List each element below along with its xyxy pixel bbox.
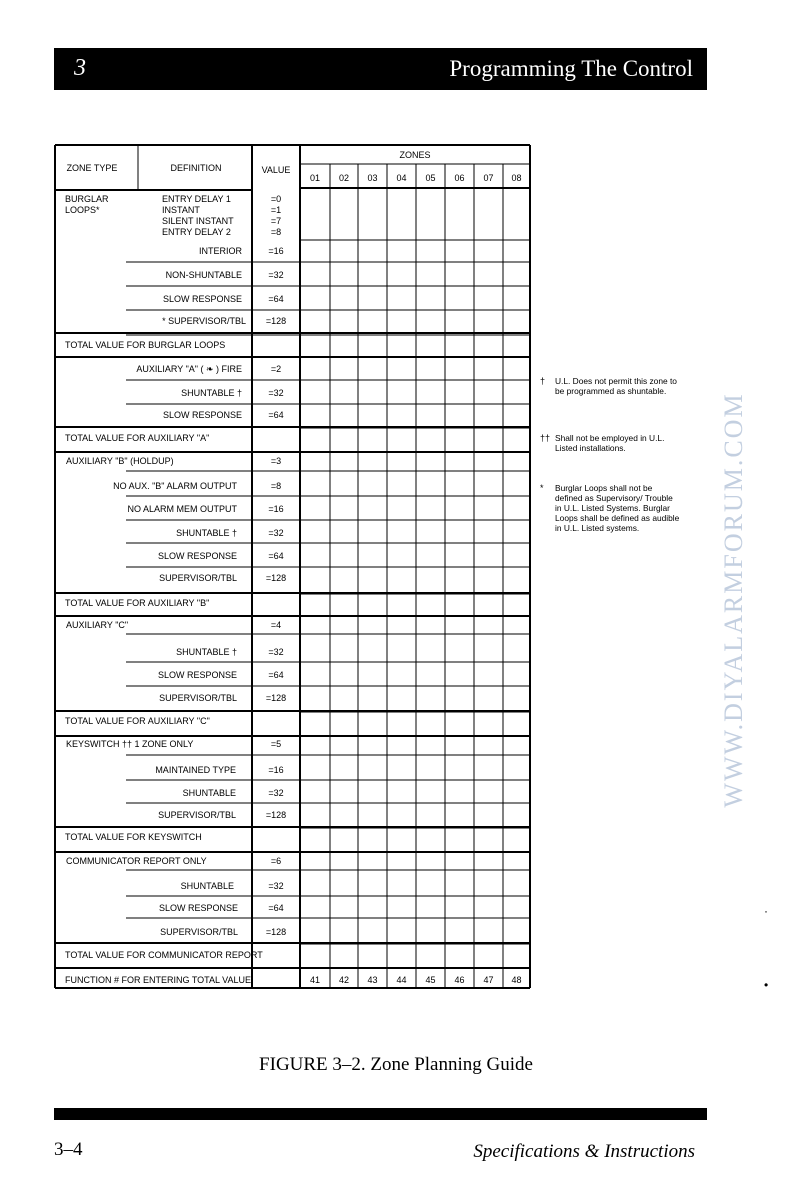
zone-number: 06 [454,173,465,183]
note-mark: † [540,376,546,386]
definition-label: COMMUNICATOR REPORT ONLY [66,856,207,866]
definition-value: =64 [268,294,284,304]
definition-label: SHUNTABLE [180,881,234,891]
zone-number: 05 [425,173,436,183]
definition-label: MAINTAINED TYPE [155,765,236,775]
function-number: 46 [454,975,465,985]
definition-label: INSTANT [162,205,200,215]
watermark-text: WWW.DIYALARMFORUM.COM [719,392,748,808]
definition-value: =32 [268,788,284,798]
definition-label: KEYSWITCH †† 1 ZONE ONLY [66,739,194,749]
definition-value: =1 [270,205,282,215]
definition-value: =64 [268,551,284,561]
definition-value: =6 [270,856,282,866]
definition-value: =128 [265,927,287,937]
total-label: TOTAL VALUE FOR BURGLAR LOOPS [65,340,226,350]
definition-value: =32 [268,881,284,891]
definition-label: SUPERVISOR/TBL [160,927,238,937]
zone-number: 01 [309,173,321,183]
definition-label: NO AUX. "B" ALARM OUTPUT [113,481,237,491]
definition-label: SLOW RESPONSE [157,670,237,680]
function-number: 42 [338,975,350,985]
function-number: 47 [483,975,494,985]
definition-label: * SUPERVISOR/TBL [162,316,246,326]
definition-value: =3 [270,456,282,466]
document-title: Specifications & Instructions [473,1141,695,1162]
definition-value: =8 [270,481,282,491]
definition-value: =32 [268,647,284,657]
definition-value: =64 [268,670,284,680]
speck-mark: · [764,904,768,918]
chapter-title: Programming The Control [449,56,693,81]
definition-label: SUPERVISOR/TBL [158,810,236,820]
definition-label: INTERIOR [198,246,242,256]
definition-label: SHUNTABLE † [176,528,237,538]
zones-label: ZONES [399,150,431,160]
definition-value: =128 [265,693,287,703]
definition-label: NO ALARM MEM OUTPUT [127,504,237,514]
footer-rule [54,1108,707,1120]
definition-value: =128 [265,810,287,820]
definition-label: SLOW RESPONSE [157,551,237,561]
definition-label: SHUNTABLE † [181,388,242,398]
function-number: 41 [309,975,321,985]
zone-number: 08 [511,173,522,183]
definition-value: =4 [270,620,282,630]
zone-number: 07 [483,173,494,183]
chapter-number: 3 [74,55,86,81]
note-text: Burglar Loops shall not be defined as Supervisory/ Trouble in U.L. Listed Systems. Burglar Loops shall be defined as audible in U.L. Listed systems. [555,483,680,533]
definition-label: SUPERVISOR/TBL [159,693,237,703]
definition-label: SUPERVISOR/TBL [159,573,237,583]
col-zone-type: ZONE TYPE [66,163,118,173]
definition-label: SLOW RESPONSE [158,903,238,913]
zone-number: 04 [396,173,407,183]
definition-value: =7 [270,216,282,226]
zone-number: 02 [338,173,350,183]
total-label: TOTAL VALUE FOR AUXILIARY "A" [65,433,210,443]
note-text: Shall not be employed in U.L. Listed installations. [555,433,665,453]
definition-value: =16 [268,246,284,256]
definition-value: =64 [268,903,284,913]
definition-value: =0 [270,194,282,204]
total-label: TOTAL VALUE FOR AUXILIARY "C" [65,716,210,726]
definition-value: =128 [265,573,287,583]
definition-value: =32 [268,270,284,280]
total-label: TOTAL VALUE FOR COMMUNICATOR REPORT [65,950,263,960]
definition-label: AUXILIARY "A" ( ❧ ) FIRE [136,364,242,374]
definition-value: =64 [268,410,284,420]
function-number: 44 [396,975,407,985]
speck-mark: • [764,978,769,992]
col-definition: DEFINITION [170,163,222,173]
total-label: TOTAL VALUE FOR KEYSWITCH [65,832,202,842]
note-mark: * [540,483,544,493]
definition-value: =32 [268,388,284,398]
zone-type-burglar: LOOPS* [65,205,100,215]
col-value: VALUE [261,165,291,175]
definition-label: SLOW RESPONSE [162,294,242,304]
definition-label: ENTRY DELAY 2 [162,227,231,237]
function-number: 45 [425,975,436,985]
function-label: FUNCTION # FOR ENTERING TOTAL VALUE [65,975,252,985]
function-number: 43 [367,975,378,985]
definition-label: SHUNTABLE [182,788,236,798]
watermark [719,340,749,860]
note-mark: †† [540,433,551,443]
note-text: U.L. Does not permit this zone to be programmed as shuntable. [555,376,677,396]
definition-value: =32 [268,528,284,538]
zone-number: 03 [367,173,378,183]
definition-label: NON-SHUNTABLE [165,270,242,280]
definition-value: =8 [270,227,282,237]
definition-value: =5 [270,739,282,749]
definition-value: =2 [270,364,282,374]
figure-caption: FIGURE 3–2. Zone Planning Guide [259,1054,533,1075]
definition-label: ENTRY DELAY 1 [162,194,231,204]
definition-label: SLOW RESPONSE [162,410,242,420]
definition-value: =16 [268,765,284,775]
definition-label: SHUNTABLE † [176,647,237,657]
definition-label: AUXILIARY "C" [66,620,129,630]
page-number: 3–4 [54,1139,83,1160]
total-label: TOTAL VALUE FOR AUXILIARY "B" [65,598,210,608]
definition-value: =128 [265,316,287,326]
definition-label: SILENT INSTANT [162,216,234,226]
definition-value: =16 [268,504,284,514]
function-number: 48 [511,975,522,985]
zone-type-burglar: BURGLAR [65,194,109,204]
definition-label: AUXILIARY "B" (HOLDUP) [66,456,174,466]
